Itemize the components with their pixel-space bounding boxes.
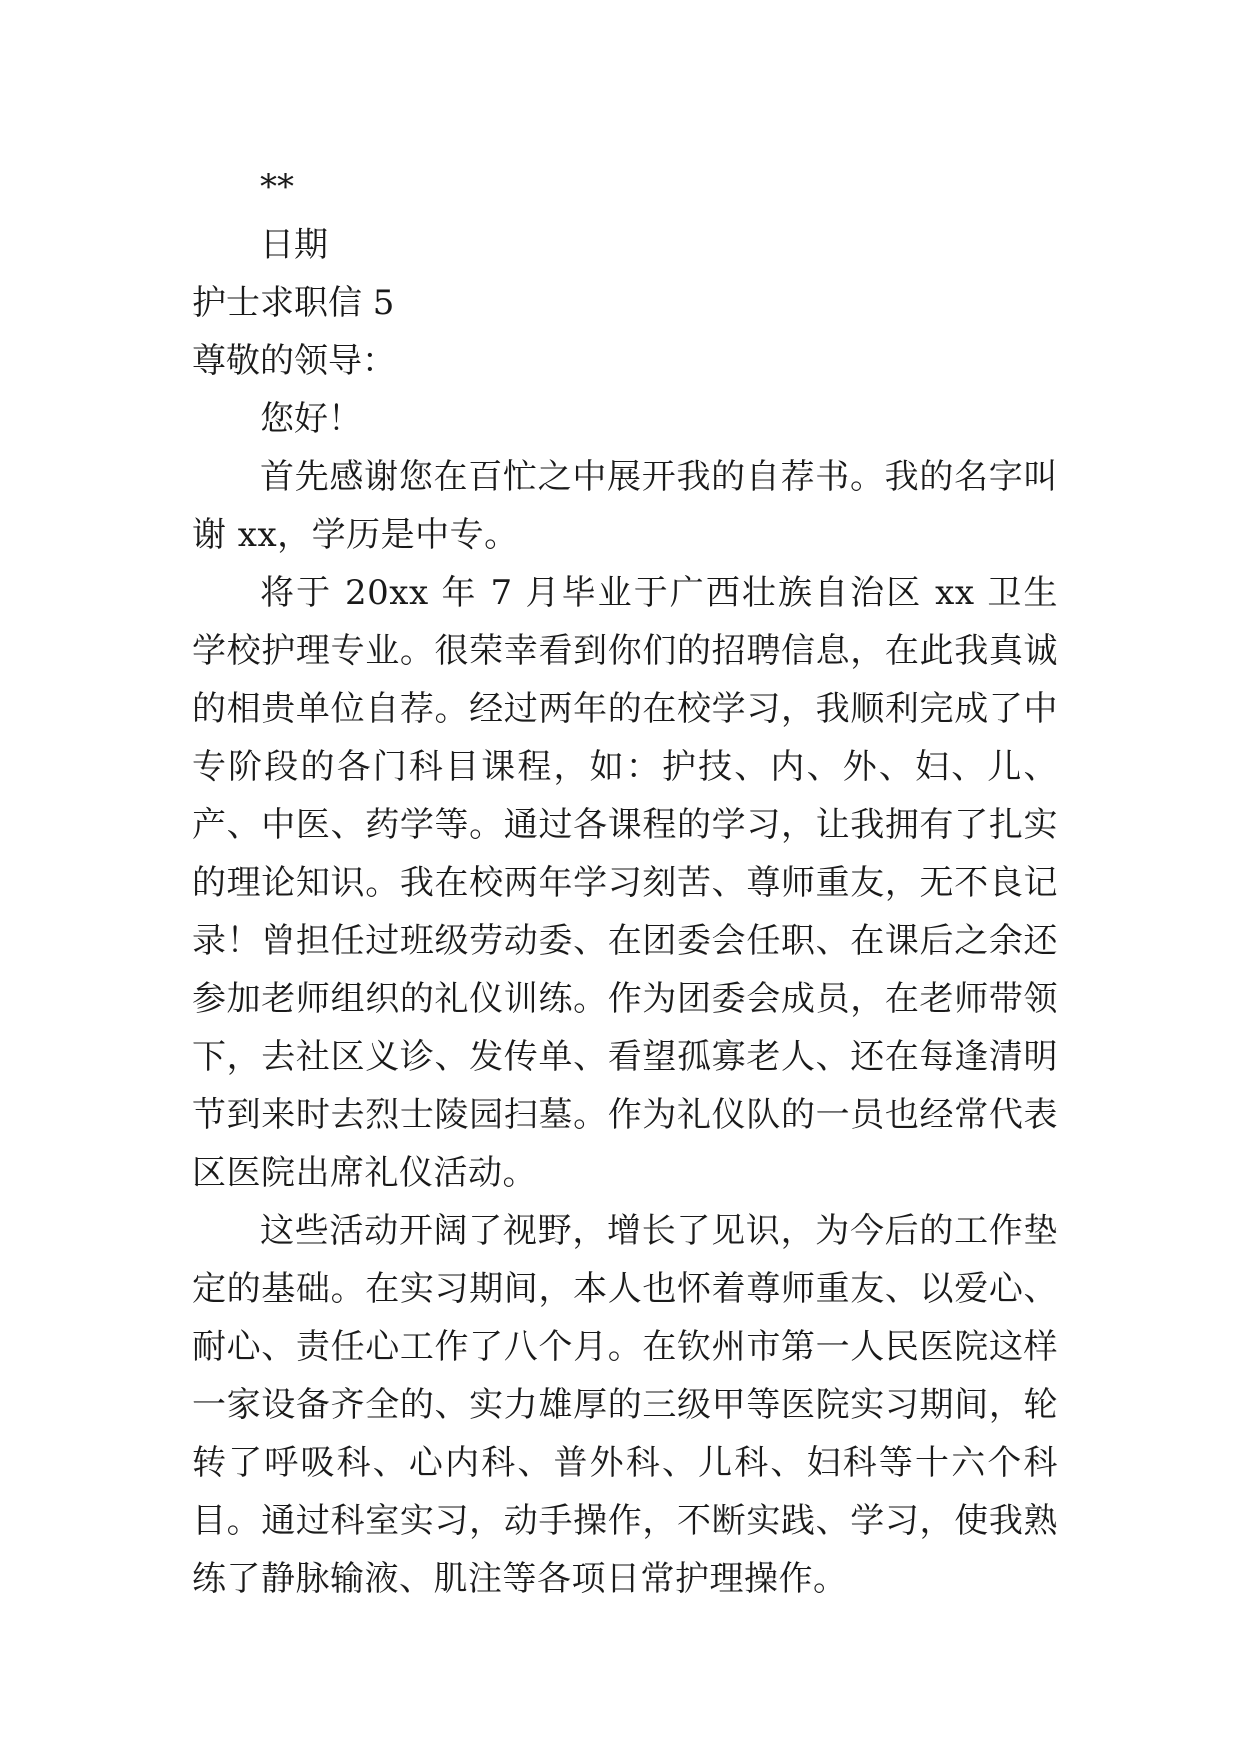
signature: ** (260, 167, 294, 207)
body-paragraph-2: 将于 20xx 年 7 月毕业于广西壮族自治区 xx 卫生学校护理专业。很荣幸看到你们的招聘信息，在此我真诚的相贵单位自荐。经过两年的在校学习，我顺利完成了中专阶段的各门科目课程，如：护技、内、外、妇、儿、产、中医、药学等。通过各课程的学习，让我拥有了扎实的理论知识。我在校两年学习刻苦、尊师重友，无不良记录！曾担任过班级劳动委、在团委会任职、在课后之余还参加老师组织的礼仪训练。作为团委会成员，在老师带领下，去社区义诊、发传单、看望孤寡老人、还在每逢清明节到来时去烈士陵园扫墓。作为礼仪队的一员也经常代表区医院出席礼仪活动。 (192, 573, 1058, 1193)
salutation: 尊敬的领导： (192, 341, 396, 381)
body-paragraph-1: 首先感谢您在百忙之中展开我的自荐书。我的名字叫谢 xx，学历是中专。 (192, 457, 1058, 555)
greeting: 您好！ (260, 399, 362, 439)
date-label: 日期 (260, 225, 328, 265)
document-page (192, 158, 1058, 1608)
body-paragraph-3: 这些活动开阔了视野，增长了见识，为今后的工作垫定的基础。在实习期间，本人也怀着尊师重友、以爱心、耐心、责任心工作了八个月。在钦州市第一人民医院这样一家设备齐全的、实力雄厚的三级甲等医院实习期间，轮转了呼吸科、心内科、普外科、儿科、妇科等十六个科目。通过科室实习，动手操作，不断实践、学习，使我熟练了静脉输液、肌注等各项日常护理操作。 (192, 1211, 1058, 1599)
letter-title: 护士求职信 5 (192, 283, 395, 323)
